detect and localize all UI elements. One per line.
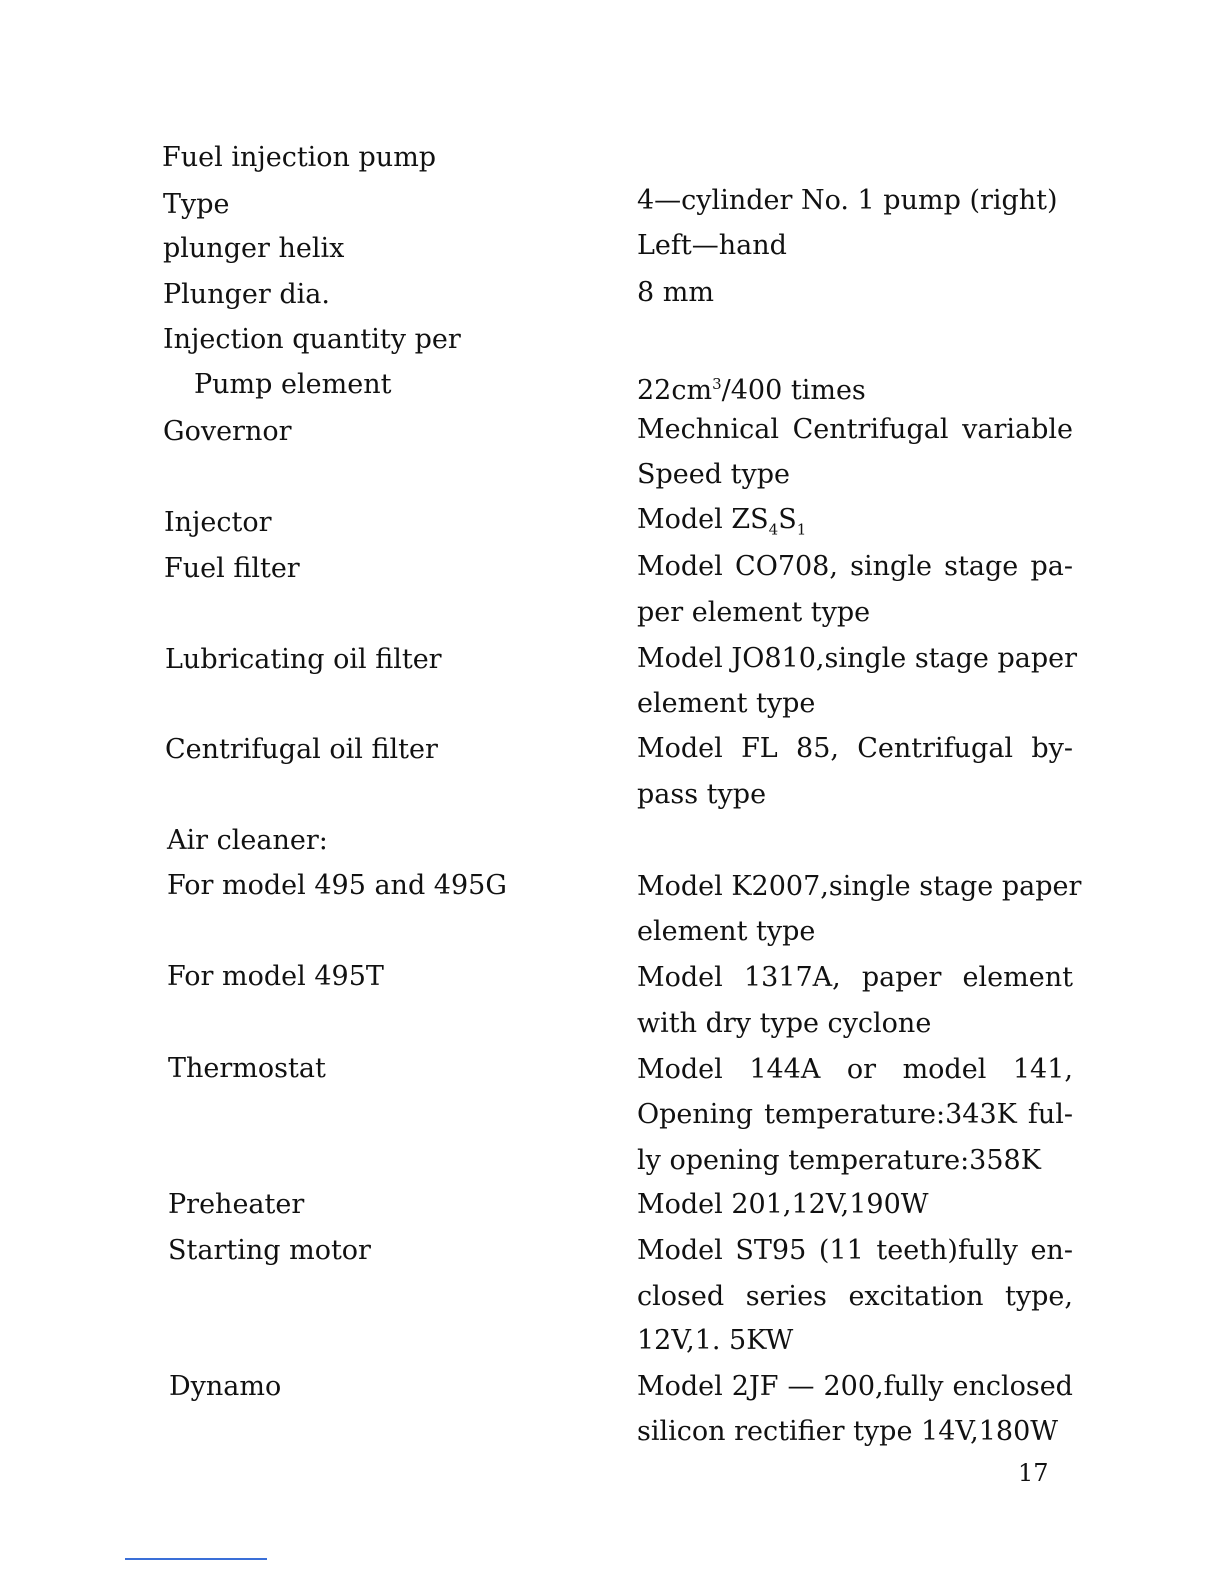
- thermostat-word: ful-: [1027, 1099, 1073, 1130]
- starting-motor-word: teeth)fully: [876, 1235, 1018, 1266]
- value-governor-line-1: [637, 413, 1073, 447]
- page-number: 17: [1018, 1459, 1049, 1487]
- dynamo-word: 200,fully: [823, 1371, 944, 1402]
- centrifugal-filter-word: FL: [741, 733, 778, 764]
- dynamo-word: —: [787, 1371, 815, 1402]
- value-plunger-helix: Left—hand: [637, 230, 787, 261]
- starting-motor-word: excitation: [848, 1281, 984, 1312]
- thermostat-word: Model: [637, 1054, 723, 1085]
- label-for-model-495-495g: For model 495 and 495G: [167, 870, 507, 901]
- label-fuel-injection-pump: Fuel injection pump: [162, 142, 437, 173]
- pump-element-rate: /400 times: [721, 375, 866, 406]
- label-preheater: Preheater: [168, 1189, 305, 1220]
- label-dynamo: Dynamo: [169, 1371, 282, 1402]
- starting-motor-word: closed: [637, 1281, 725, 1312]
- value-thermostat-line-1: [637, 1053, 1073, 1087]
- value-dynamo-line-2: silicon rectifier type 14V,180W: [637, 1416, 1059, 1447]
- injector-mid: S: [778, 504, 797, 535]
- label-thermostat: Thermostat: [168, 1053, 326, 1084]
- starting-motor-word: ST95: [735, 1235, 807, 1266]
- value-pump-element: [637, 367, 1073, 408]
- bottom-divider: [125, 1558, 267, 1560]
- value-centrifugal-filter-line-1: [637, 732, 1073, 766]
- governor-word: Mechnical: [637, 414, 780, 445]
- value-centrifugal-filter-line-2: pass type: [637, 779, 767, 810]
- label-lubricating-oil-filter: Lubricating oil filter: [165, 644, 442, 675]
- thermostat-word: or: [846, 1054, 877, 1085]
- starting-motor-word: (11: [818, 1235, 864, 1266]
- value-air-495-line-1: Model K2007,single stage paper: [637, 871, 1082, 902]
- label-plunger-helix: plunger helix: [163, 233, 345, 264]
- value-fuel-filter-line-1: [637, 550, 1073, 584]
- label-injection-quantity: Injection quantity per: [163, 324, 461, 355]
- injector-subscript: 4: [768, 520, 779, 539]
- value-air-495-line-2: element type: [637, 916, 816, 947]
- value-starting-motor-line-2: [637, 1280, 1073, 1314]
- value-plunger-dia: 8 mm: [637, 277, 714, 308]
- value-fuel-filter-line-2: per element type: [637, 597, 871, 628]
- label-plunger-dia: Plunger dia.: [163, 279, 330, 310]
- centrifugal-filter-word: 85,: [796, 733, 839, 764]
- air-495t-word: element: [962, 962, 1073, 993]
- centrifugal-filter-word: Model: [637, 733, 723, 764]
- thermostat-word: Opening: [637, 1099, 754, 1130]
- thermostat-word: 141,: [1012, 1054, 1073, 1085]
- thermostat-word: 144A: [749, 1054, 821, 1085]
- air-495t-word: 1317A,: [743, 962, 841, 993]
- starting-motor-word: type,: [1005, 1281, 1073, 1312]
- label-type: Type: [163, 189, 230, 220]
- thermostat-word: temperature:343K: [764, 1099, 1017, 1130]
- value-starting-motor-line-3: 12V,1. 5KW: [637, 1325, 794, 1356]
- air-495t-word: paper: [861, 962, 942, 993]
- label-injector: Injector: [164, 507, 272, 538]
- value-lube-filter-line-1: Model JO810,single stage paper: [637, 643, 1078, 674]
- pump-element-superscript: 3: [712, 375, 722, 393]
- fuel-filter-word: Model: [637, 551, 723, 582]
- value-air-495t-line-1: [637, 961, 1073, 995]
- thermostat-word: model: [902, 1054, 987, 1085]
- value-governor-line-2: Speed type: [637, 459, 790, 490]
- label-fuel-filter: Fuel filter: [164, 553, 300, 584]
- injector-subscript: 1: [796, 520, 807, 539]
- value-thermostat-line-2: [637, 1098, 1073, 1132]
- value-injector: [637, 503, 1073, 546]
- governor-word: Centrifugal: [792, 414, 949, 445]
- value-preheater: Model 201,12V,190W: [637, 1189, 929, 1220]
- fuel-filter-word: CO708,: [735, 551, 838, 582]
- fuel-filter-word: pa-: [1030, 551, 1073, 582]
- starting-motor-word: series: [745, 1281, 827, 1312]
- starting-motor-word: Model: [637, 1235, 723, 1266]
- label-governor: Governor: [163, 416, 292, 447]
- starting-motor-word: en-: [1030, 1235, 1073, 1266]
- fuel-filter-word: single: [850, 551, 932, 582]
- centrifugal-filter-word: Centrifugal: [857, 733, 1014, 764]
- dynamo-word: enclosed: [952, 1371, 1073, 1402]
- value-thermostat-line-3: ly opening temperature:358K: [637, 1145, 1041, 1176]
- air-495t-word: Model: [637, 962, 723, 993]
- label-air-cleaner: Air cleaner:: [167, 825, 328, 856]
- value-dynamo-line-1: [637, 1370, 1073, 1404]
- value-air-495t-line-2: with dry type cyclone: [637, 1008, 932, 1039]
- fuel-filter-word: stage: [944, 551, 1019, 582]
- injector-prefix: Model ZS: [637, 504, 769, 535]
- label-centrifugal-oil-filter: Centrifugal oil filter: [165, 734, 438, 765]
- label-starting-motor: Starting motor: [168, 1235, 371, 1266]
- label-for-model-495t: For model 495T: [167, 961, 384, 992]
- pump-element-amount: 22cm: [637, 375, 713, 406]
- value-type: 4—cylinder No. 1 pump (right): [637, 185, 1058, 216]
- dynamo-word: Model: [637, 1371, 723, 1402]
- value-lube-filter-line-2: element type: [637, 688, 816, 719]
- value-starting-motor-line-1: [637, 1234, 1073, 1268]
- label-pump-element: Pump element: [194, 369, 392, 400]
- dynamo-word: 2JF: [731, 1371, 779, 1402]
- governor-word: variable: [962, 414, 1073, 445]
- centrifugal-filter-word: by-: [1031, 733, 1073, 764]
